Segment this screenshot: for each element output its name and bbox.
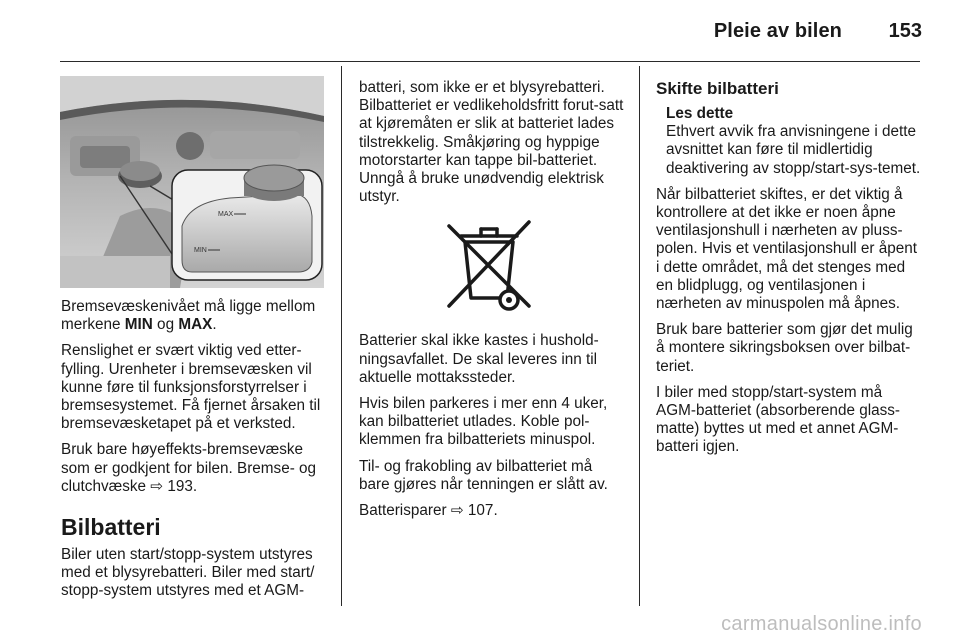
crossed-out-wheelie-bin-icon (437, 212, 541, 314)
ventilation-paragraph: Når bilbatteriet skiftes, er det viktig å kontrollere at det ikke er noen åpne ventilasjonshull i nærheten av pluss-polen. Hvis et ventilasjonshull er åpent i dette området, må det stenges med en blidplugg, og ventilasjonen i nærheten av minuspolen må åpnes. (656, 185, 918, 313)
battery-disposal-paragraph: Batterier skal ikke kastes i hushold-ningsavfallet. De skal leveres inn til aktuelle mottakssteder. (359, 332, 599, 386)
battery-saver-paragraph: Batterisparer ⇨ 107. (359, 502, 498, 520)
notice-box (666, 105, 924, 178)
page-ref-link[interactable]: 193 (167, 477, 193, 495)
min-mark: MIN (124, 316, 153, 334)
section-heading-bilbatteri: Bilbatteri (61, 514, 161, 541)
page-ref-link[interactable]: 107 (467, 502, 494, 520)
battery-maintenance-paragraph: batteri, som ikke er et blysyrebatteri. Bilbatteriet er vedlikeholdsfritt forut-satt at kjøremåten er slik at batteriet lades tilstrekkelig. Småkjøring og hyppige motorstarter kan tappe bil-batteriet. Unngå å bruke unødvendig elektrisk utstyr. (359, 79, 624, 206)
photo-max-label: MAX (218, 211, 234, 218)
section-heading-skifte-bilbatteri: Skifte bilbatteri (656, 79, 779, 98)
page-ref-arrow-icon: ⇨ (450, 502, 464, 520)
connection-paragraph: Til- og frakobling av bilbatteriet må bare gjøres når tenningen er slått av. (359, 457, 608, 493)
column-divider-2 (639, 66, 640, 606)
watermark: carmanualsonline.info (721, 613, 922, 635)
column-left (61, 298, 327, 609)
max-mark: MAX (178, 316, 213, 334)
cleanliness-paragraph: Renslighet er svært viktig ved etter-fylling. Urenheter i bremsevæsken vil kunne føre til funksjonsforstyrrelser i bremsesystemet. Få fjernet årsaken til bremsevæsketapet på et verksted. (61, 342, 321, 433)
page-number: 153 (888, 20, 922, 42)
fuse-box-paragraph: Bruk bare batterier som gjør det mulig å montere sikringsboksen over bilbat-teriet. (656, 321, 913, 375)
header-divider (60, 61, 920, 62)
brake-fluid-type-paragraph: Bruk bare høyeffekts-bremsevæske som er godkjent for bilen. Bremse- og clutchvæske ⇨ 193. (61, 441, 317, 495)
photo-min-label: MIN (194, 247, 207, 254)
notice-label: Les dette (666, 105, 734, 122)
brake-fluid-level-paragraph: Bremsevæskenivået må ligge mellom merkene MIN og MAX. (61, 298, 316, 334)
page-ref-arrow-icon: ⇨ (150, 477, 164, 495)
column-divider-1 (341, 66, 342, 606)
parking-paragraph: Hvis bilen parkeres i mer enn 4 uker, kan bilbatteriet utlades. Koble pol-klemmen fra bilbatteriets minuspol. (359, 395, 608, 449)
agm-battery-paragraph: I biler med stopp/start-system må AGM-batteriet (absorberende glass-matte) byttes ut med et annet AGM-batteri igjen. (656, 383, 901, 456)
brake-fluid-reservoir-photo (60, 76, 324, 288)
notice-text: Ethvert avvik fra anvisningene i dette avsnittet kan føre til midlertidig deaktivering av stopp/start-sys-temet. (666, 123, 921, 177)
page-header-title: Pleie av bilen (713, 20, 842, 42)
column-right (656, 79, 924, 465)
battery-type-paragraph: Biler uten start/stopp-system utstyres med et blysyrebatteri. Biler med start/ stopp-system utstyres med et AGM- (61, 546, 315, 600)
